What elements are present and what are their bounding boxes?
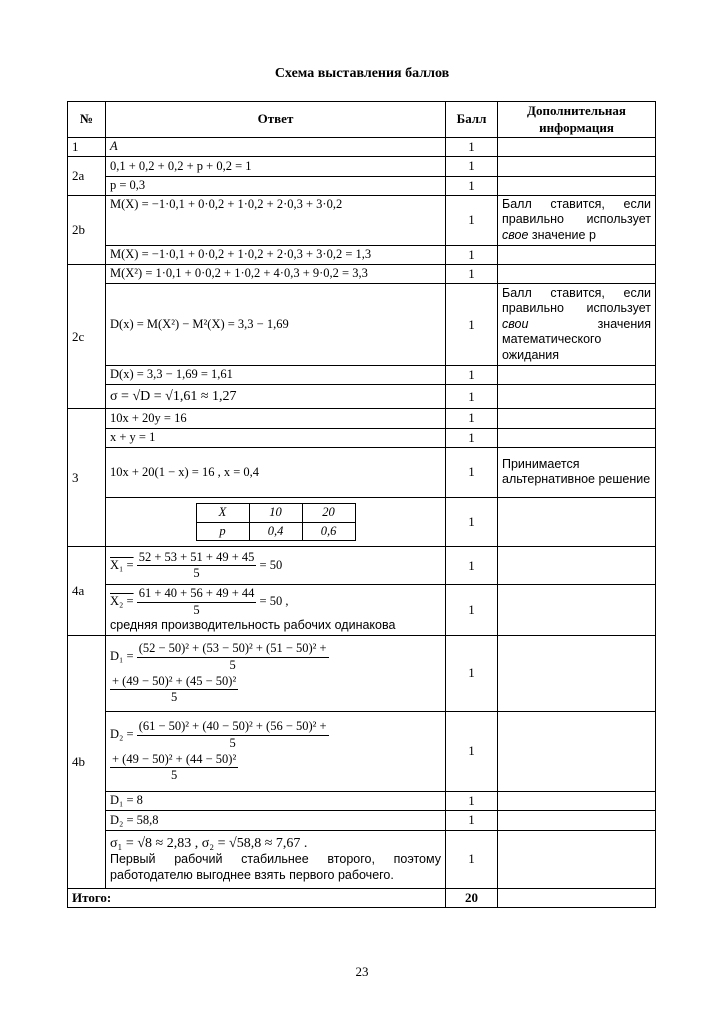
distribution-table <box>196 503 356 541</box>
info-text: Балл ставится, если правильно использует <box>502 196 651 227</box>
formula-fraction <box>137 586 257 618</box>
header-info: Дополнительная информация <box>498 102 656 138</box>
table-row <box>68 830 656 888</box>
points-cell: 1 <box>446 428 498 447</box>
info-cell <box>498 138 656 157</box>
fraction-denominator: 5 <box>170 690 178 705</box>
points-cell: 1 <box>446 497 498 546</box>
distribution-cell: 0,6 <box>302 522 355 541</box>
points-cell: 1 <box>446 176 498 195</box>
distribution-cell: X <box>196 503 249 522</box>
fraction-numerator: 61 + 40 + 56 + 49 + 44 <box>137 586 257 603</box>
info-cell <box>498 547 656 585</box>
formula-fraction <box>110 674 238 706</box>
total-row <box>68 888 656 907</box>
answer-cell <box>106 585 446 636</box>
fraction-numerator: + (49 − 50)² + (44 − 50)² <box>110 752 238 769</box>
row-number: 4a <box>68 547 106 636</box>
points-cell: 1 <box>446 385 498 409</box>
points-cell: 1 <box>446 195 498 245</box>
fraction-denominator: 5 <box>170 768 178 783</box>
table-row <box>68 195 656 245</box>
fraction-numerator: 52 + 53 + 51 + 49 + 45 <box>137 550 257 567</box>
fraction-numerator: (61 − 50)² + (40 − 50)² + (56 − 50)² + <box>137 719 329 736</box>
points-cell: 1 <box>446 138 498 157</box>
info-cell <box>498 284 656 366</box>
table-row <box>68 385 656 409</box>
info-cell <box>498 497 656 546</box>
answer-cell: p = 0,3 <box>106 176 446 195</box>
formula-rhs: = 50 , <box>259 594 289 609</box>
points-cell: 1 <box>446 547 498 585</box>
info-cell <box>498 157 656 176</box>
answer-cell: D(x) = M(X²) − M²(X) = 3,3 − 1,69 <box>106 284 446 366</box>
table-row <box>68 157 656 176</box>
answer-cell: M(X) = −1·0,1 + 0·0,2 + 1·0,2 + 2·0,3 + 3·0,2 = 1,3 <box>106 245 446 264</box>
row-number: 2b <box>68 195 106 264</box>
table-row <box>68 409 656 428</box>
answer-cell <box>106 712 446 792</box>
formula-lhs: X₂ = <box>110 594 134 609</box>
points-cell: 1 <box>446 712 498 792</box>
total-points: 20 <box>446 888 498 907</box>
points-cell: 1 <box>446 366 498 385</box>
answer-cell <box>106 497 446 546</box>
row-number: 2c <box>68 264 106 409</box>
scoring-table <box>67 101 656 908</box>
info-cell <box>498 264 656 283</box>
points-cell: 1 <box>446 264 498 283</box>
formula-fraction <box>137 550 257 582</box>
formula-fraction <box>137 719 329 751</box>
answer-cell: σ = √D = √1,61 ≈ 1,27 <box>106 385 446 409</box>
points-cell: 1 <box>446 157 498 176</box>
answer-cell: D(x) = 3,3 − 1,69 = 1,61 <box>106 366 446 385</box>
points-cell: 1 <box>446 585 498 636</box>
info-cell <box>498 636 656 712</box>
fraction-denominator: 5 <box>229 657 236 672</box>
points-cell: 1 <box>446 284 498 366</box>
answer-cell: 10x + 20y = 16 <box>106 409 446 428</box>
points-cell: 1 <box>446 245 498 264</box>
info-cell: Принимается альтернативное решение <box>498 447 656 497</box>
total-label: Итого: <box>68 888 446 907</box>
table-row <box>68 245 656 264</box>
distribution-cell: 10 <box>249 503 302 522</box>
formula-rhs: = 50 <box>259 557 283 572</box>
info-text: Балл ставится, если правильно использует <box>502 285 651 316</box>
fraction-denominator: 5 <box>229 735 236 750</box>
formula-lhs: D₁ = <box>110 649 134 664</box>
answer-cell <box>106 636 446 712</box>
distribution-cell: p <box>196 522 249 541</box>
answer-cell <box>106 830 446 888</box>
answer-cell <box>106 547 446 585</box>
points-cell: 1 <box>446 409 498 428</box>
table-row <box>68 264 656 283</box>
fraction-numerator: + (49 − 50)² + (45 − 50)² <box>110 674 238 691</box>
formula-lhs: D₂ = <box>110 727 134 742</box>
row-number: 3 <box>68 409 106 547</box>
points-cell: 1 <box>446 447 498 497</box>
info-cell <box>498 428 656 447</box>
formula-fraction <box>137 641 329 673</box>
table-row <box>68 636 656 712</box>
answer-cell: x + y = 1 <box>106 428 446 447</box>
table-row <box>68 792 656 811</box>
fraction-numerator: (52 − 50)² + (53 − 50)² + (51 − 50)² + <box>137 641 329 658</box>
info-text: значения математического ожидания <box>502 316 651 363</box>
info-cell <box>498 888 656 907</box>
answer-cell: 0,1 + 0,2 + 0,2 + p + 0,2 = 1 <box>106 157 446 176</box>
info-cell <box>498 195 656 245</box>
info-cell <box>498 409 656 428</box>
header-points: Балл <box>446 102 498 138</box>
distribution-cell: 20 <box>302 503 355 522</box>
distribution-row <box>196 503 355 522</box>
points-cell: 1 <box>446 830 498 888</box>
info-cell <box>498 830 656 888</box>
info-cell <box>498 792 656 811</box>
table-row <box>68 811 656 830</box>
page-title: Схема выставления баллов <box>274 66 450 81</box>
info-text-italic: свое <box>502 228 529 242</box>
points-cell: 1 <box>446 811 498 830</box>
table-row <box>68 547 656 585</box>
distribution-row <box>196 522 355 541</box>
table-row <box>68 585 656 636</box>
conclusion-text: средняя производительность рабочих одинакова <box>110 618 396 633</box>
table-header-row <box>68 102 656 138</box>
answer-cell: 10x + 20(1 − x) = 16 , x = 0,4 <box>106 447 446 497</box>
table-row <box>68 138 656 157</box>
header-answer: Ответ <box>106 102 446 138</box>
answer-cell: A <box>106 138 446 157</box>
points-cell: 1 <box>446 636 498 712</box>
table-row <box>68 366 656 385</box>
info-cell <box>498 245 656 264</box>
header-number: № <box>68 102 106 138</box>
info-cell <box>498 811 656 830</box>
row-number: 1 <box>68 138 106 157</box>
info-text-italic: свои <box>502 316 529 331</box>
points-cell: 1 <box>446 792 498 811</box>
fraction-denominator: 5 <box>193 602 200 617</box>
formula-fraction <box>110 752 238 784</box>
info-cell <box>498 585 656 636</box>
conclusion-text: Первый рабочий стабильнее второго, поэтому работодателю выгоднее взять первого рабочего. <box>110 852 441 882</box>
table-row <box>68 176 656 195</box>
row-number: 4b <box>68 636 106 889</box>
table-row <box>68 497 656 546</box>
answer-cell: D₂ = 58,8 <box>106 811 446 830</box>
page-number: 23 <box>355 964 369 979</box>
info-cell <box>498 176 656 195</box>
row-number: 2а <box>68 157 106 196</box>
table-row <box>68 284 656 366</box>
answer-cell: D₁ = 8 <box>106 792 446 811</box>
fraction-denominator: 5 <box>193 566 200 581</box>
formula-lhs: X₁ = <box>110 557 134 572</box>
table-row <box>68 447 656 497</box>
distribution-cell: 0,4 <box>249 522 302 541</box>
table-row <box>68 712 656 792</box>
answer-cell: M(X²) = 1·0,1 + 0·0,2 + 1·0,2 + 4·0,3 + 9·0,2 = 3,3 <box>106 264 446 283</box>
table-row <box>68 428 656 447</box>
info-cell <box>498 385 656 409</box>
answer-cell: M(X) = −1·0,1 + 0·0,2 + 1·0,2 + 2·0,3 + 3·0,2 <box>106 195 446 245</box>
info-text: значение p <box>528 228 596 242</box>
info-cell <box>498 712 656 792</box>
formula-sigma: σ₁ = √8 ≈ 2,83 , σ₂ = √58,8 ≈ 7,67 . <box>110 835 308 851</box>
info-cell <box>498 366 656 385</box>
